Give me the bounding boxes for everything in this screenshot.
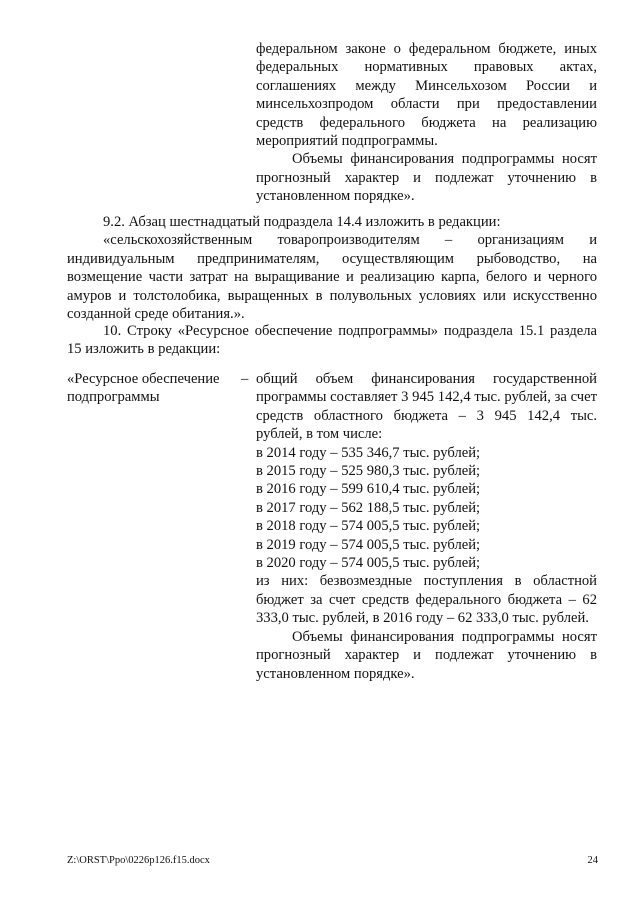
resource-funding-note: Объемы финансирования подпрограммы носят прогнозный характер и подлежат уточнению в установленном порядке». bbox=[256, 628, 597, 682]
page-number: 24 bbox=[587, 855, 598, 866]
resource-year-line: в 2019 году – 574 005,5 тыс. рублей; bbox=[256, 536, 481, 553]
resource-federal-funds: из них: безвозмездные поступления в областной бюджет за счет средств федерального бюджета – 62 333,0 тыс. рублей, в 2016 году – 62 333,0 тыс. рублей. bbox=[256, 573, 597, 627]
resource-row-dash: – bbox=[241, 371, 249, 387]
paragraph-funding-note: Объемы финансирования подпрограммы носят прогнозный характер и подлежат уточнению в установленном порядке». bbox=[256, 151, 597, 205]
resource-row-value bbox=[256, 370, 597, 683]
amendment-9-2-quote: «сельскохозяйственным товаропроизводителям – организациям и индивидуальным предпринимателям, осуществляющим рыбоводство, на возмещение части затрат на выращивание и реализацию карпа, белого и черного амуров и толстолобика, выращенных в полувольных условиях или искусственно созданной среде обитания.». bbox=[67, 232, 597, 323]
amendment-9-2 bbox=[67, 213, 597, 323]
amendment-10 bbox=[67, 322, 597, 359]
resource-year-line: в 2020 году – 574 005,5 тыс. рублей; bbox=[256, 555, 481, 572]
footer-file-path: Z:\ORST\Ppo\0226p126.f15.docx bbox=[67, 855, 210, 866]
resource-year-line: в 2016 году – 599 610,4 тыс. рублей; bbox=[256, 481, 481, 498]
resource-row-label bbox=[67, 370, 243, 407]
prior-table-value-continuation bbox=[256, 40, 597, 206]
amendment-10-text: 10. Строку «Ресурсное обеспечение подпрограммы» подраздела 15.1 раздела 15 изложить в редакции: bbox=[67, 323, 597, 358]
resource-year-line: в 2015 году – 525 980,3 тыс. рублей; bbox=[256, 463, 481, 480]
paragraph-budget-agreements: федеральном законе о федеральном бюджете, иных федеральных нормативных правовых актах, соглашениях между Минсельхозом России и минсельхозпродом области при предоставлении средств федерального бюджета на реализацию мероприятий подпрограммы. bbox=[256, 41, 597, 150]
resource-total: общий объем финансирования государственной программы составляет 3 945 142,4 тыс. рублей, за счет средств областного бюджета – 3 945 142,4 тыс. рублей, в том числе: bbox=[256, 371, 597, 443]
resource-year-line: в 2018 году – 574 005,5 тыс. рублей; bbox=[256, 518, 481, 535]
resource-year-line: в 2017 году – 562 188,5 тыс. рублей; bbox=[256, 499, 481, 516]
amendment-9-2-heading: 9.2. Абзац шестнадцатый подраздела 14.4 изложить в редакции: bbox=[103, 214, 501, 230]
resource-year-line: в 2014 году – 535 346,7 тыс. рублей; bbox=[256, 444, 481, 461]
resource-row-label-text: «Ресурсное обеспечение подпрограммы bbox=[67, 371, 220, 406]
